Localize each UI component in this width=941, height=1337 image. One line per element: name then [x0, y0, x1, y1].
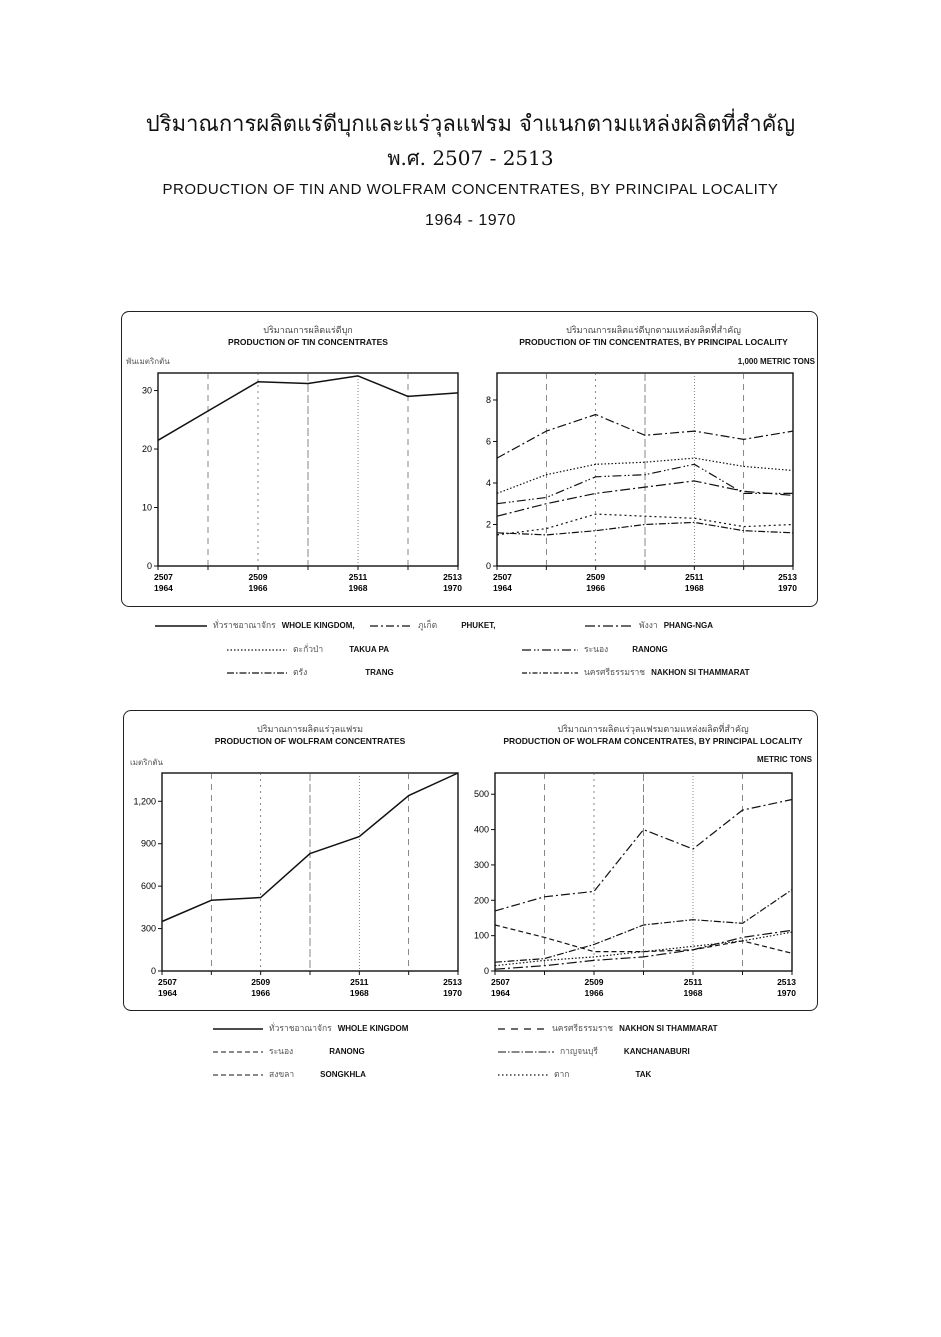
legend-line-dashdot-icon	[498, 1049, 554, 1055]
x-tick-label: 1968	[683, 988, 703, 998]
tin-total-unit-thai: พันเมตริกตัน	[126, 357, 170, 366]
wolfram-locality-unit: METRIC TONS	[757, 755, 812, 764]
wolfram-locality-title-english: PRODUCTION OF WOLFRAM CONCENTRATES, BY PRINCIPAL LOCALITY	[503, 736, 803, 746]
x-tick-label: 2511	[348, 572, 368, 582]
tin-legend-phang-nga: พังงา PHANG-NGA	[585, 618, 713, 632]
x-tick-label: 1966	[586, 583, 606, 593]
x-tick-label: 2507	[493, 572, 512, 582]
x-tick-label: 1968	[684, 583, 704, 593]
wolfram-legend-songkhla: สงขลา SONGKHLA	[213, 1067, 366, 1081]
wolfram-legend-kanchanaburi: กาญจนบุรี KANCHANABURI	[498, 1044, 690, 1058]
x-tick-label: 2507	[154, 572, 173, 582]
y-tick-label: 600	[140, 881, 156, 892]
x-tick-label: 1964	[154, 583, 173, 593]
x-tick-label: 2513	[443, 572, 462, 582]
wolfram-total-chart	[126, 766, 476, 1004]
y-tick-label: 300	[473, 859, 489, 870]
y-tick-label: 0	[146, 561, 152, 571]
y-tick-label: 400	[473, 824, 489, 835]
tin-legend-phuket: ภูเก็ต PHUKET,	[370, 618, 495, 632]
wolfram-total-chart-title	[162, 722, 458, 746]
tin-total-title-thai: ปริมาณการผลิตแร่ดีบุก	[263, 325, 353, 335]
tin-legend-trang: ตรัง TRANG	[227, 665, 394, 679]
legend-line-dotted-icon	[227, 647, 287, 653]
x-tick-label: 2513	[778, 572, 797, 582]
tin-locality-title-english: PRODUCTION OF TIN CONCENTRATES, BY PRINCIPAL LOCALITY	[519, 337, 788, 347]
x-tick-label: 1966	[584, 988, 604, 998]
tin-locality-chart	[466, 365, 812, 600]
wolfram-total-unit-thai: เมตริกตัน	[130, 758, 164, 767]
legend-line-dashdotdot-icon	[522, 647, 578, 653]
y-tick-label: 6	[485, 436, 491, 447]
tin-locality-unit: 1,000 METRIC TONS	[737, 357, 815, 366]
y-tick-label: 0	[483, 966, 489, 976]
y-tick-label: 200	[473, 895, 489, 906]
y-tick-label: 2	[485, 519, 491, 530]
wolfram-total-title-thai: ปริมาณการผลิตแร่วุลแฟรม	[257, 724, 363, 734]
y-tick-label: 8	[485, 394, 491, 405]
x-tick-label: 2507	[491, 977, 510, 987]
tin-legend-nakhon-si-thammarat: นครศรีธรรมราช NAKHON SI THAMMARAT	[522, 665, 750, 679]
x-tick-label: 2509	[251, 977, 271, 987]
x-tick-label: 2511	[350, 977, 369, 987]
x-tick-label: 2511	[683, 977, 703, 987]
y-tick-label: 20	[141, 444, 152, 455]
wolfram-legend-ranong: ระนอง RANONG	[213, 1044, 365, 1058]
wolfram-legend-tak: ตาก TAK	[498, 1067, 651, 1081]
wolfram-locality-chart-title	[490, 722, 816, 746]
x-tick-label: 2513	[777, 977, 796, 987]
x-tick-label: 1968	[349, 988, 369, 998]
y-tick-label: 10	[141, 502, 152, 513]
page-title-english: PRODUCTION OF TIN AND WOLFRAM CONCENTRATES, BY PRINCIPAL LOCALITY	[162, 181, 779, 198]
wolfram-legend	[213, 1021, 833, 1083]
legend-line-dotted-icon	[498, 1072, 548, 1078]
tin-legend-whole-kingdom: ทั่วราชอาณาจักร WHOLE KINGDOM,	[155, 618, 355, 632]
wolfram-total-title-english: PRODUCTION OF WOLFRAM CONCENTRATES	[214, 736, 406, 746]
wolfram-locality-title-thai: ปริมาณการผลิตแร่วุลแฟรมตามแหล่งผลิตที่สำคัญ	[557, 724, 749, 734]
y-tick-label: 0	[485, 561, 491, 571]
x-tick-label: 1970	[443, 583, 462, 593]
y-tick-label: 500	[473, 789, 489, 800]
page-title-thai-years: พ.ศ. 2507 - 2513	[387, 146, 554, 170]
y-tick-label: 900	[140, 838, 156, 849]
x-tick-label: 1966	[248, 583, 268, 593]
x-tick-label: 1968	[348, 583, 368, 593]
y-tick-label: 1,200	[133, 796, 156, 807]
legend-line-dashdot-icon	[370, 623, 412, 629]
legend-line-longdash-icon	[585, 623, 633, 629]
legend-line-solid-icon	[213, 1026, 263, 1032]
x-tick-label: 1964	[493, 583, 512, 593]
wolfram-legend-nakhon-si-thammarat: นครศรีธรรมราช NAKHON SI THAMMARAT	[498, 1021, 718, 1035]
x-tick-label: 1970	[778, 583, 797, 593]
x-tick-label: 2507	[158, 977, 177, 987]
y-tick-label: 100	[473, 930, 489, 941]
y-tick-label: 4	[485, 477, 491, 488]
x-tick-label: 1970	[443, 988, 462, 998]
x-tick-label: 1966	[251, 988, 271, 998]
legend-line-dash-icon	[213, 1072, 263, 1078]
x-tick-label: 2509	[586, 572, 606, 582]
page-title-english-years: 1964 - 1970	[425, 212, 516, 229]
legend-line-dashdotfine-icon	[522, 670, 578, 676]
wolfram-legend-whole-kingdom: ทั่วราชอาณาจักร WHOLE KINGDOM	[213, 1021, 408, 1035]
y-tick-label: 0	[150, 966, 156, 976]
tin-legend-takua-pa: ตะกั่วป่า TAKUA PA	[227, 642, 389, 656]
legend-line-dashdot2-icon	[227, 670, 287, 676]
x-tick-label: 2511	[685, 572, 704, 582]
legend-line-solid-icon	[155, 623, 207, 629]
tin-legend-ranong: ระนอง RANONG	[522, 642, 668, 656]
tin-total-chart	[126, 365, 476, 600]
legend-line-longdash-icon	[498, 1026, 546, 1032]
tin-total-chart-title	[158, 323, 458, 347]
x-tick-label: 2509	[248, 572, 268, 582]
tin-locality-title-thai: ปริมาณการผลิตแร่ดีบุกตามแหล่งผลิตที่สำคัญ	[566, 325, 741, 335]
tin-total-title-english: PRODUCTION OF TIN CONCENTRATES	[228, 337, 388, 347]
x-tick-label: 2513	[443, 977, 462, 987]
y-tick-label: 30	[141, 385, 152, 396]
x-tick-label: 1964	[158, 988, 177, 998]
y-tick-label: 300	[140, 923, 156, 934]
tin-legend	[155, 618, 835, 678]
x-tick-label: 1964	[491, 988, 510, 998]
x-tick-label: 2509	[584, 977, 604, 987]
legend-line-dash-icon	[213, 1049, 263, 1055]
page-title-thai: ปริมาณการผลิตแร่ดีบุกและแร่วุลแฟรม จำแนกตามแหล่งผลิตที่สำคัญ	[145, 112, 796, 137]
x-tick-label: 1970	[777, 988, 796, 998]
tin-locality-chart-title	[492, 323, 815, 347]
wolfram-locality-chart	[466, 766, 812, 1004]
